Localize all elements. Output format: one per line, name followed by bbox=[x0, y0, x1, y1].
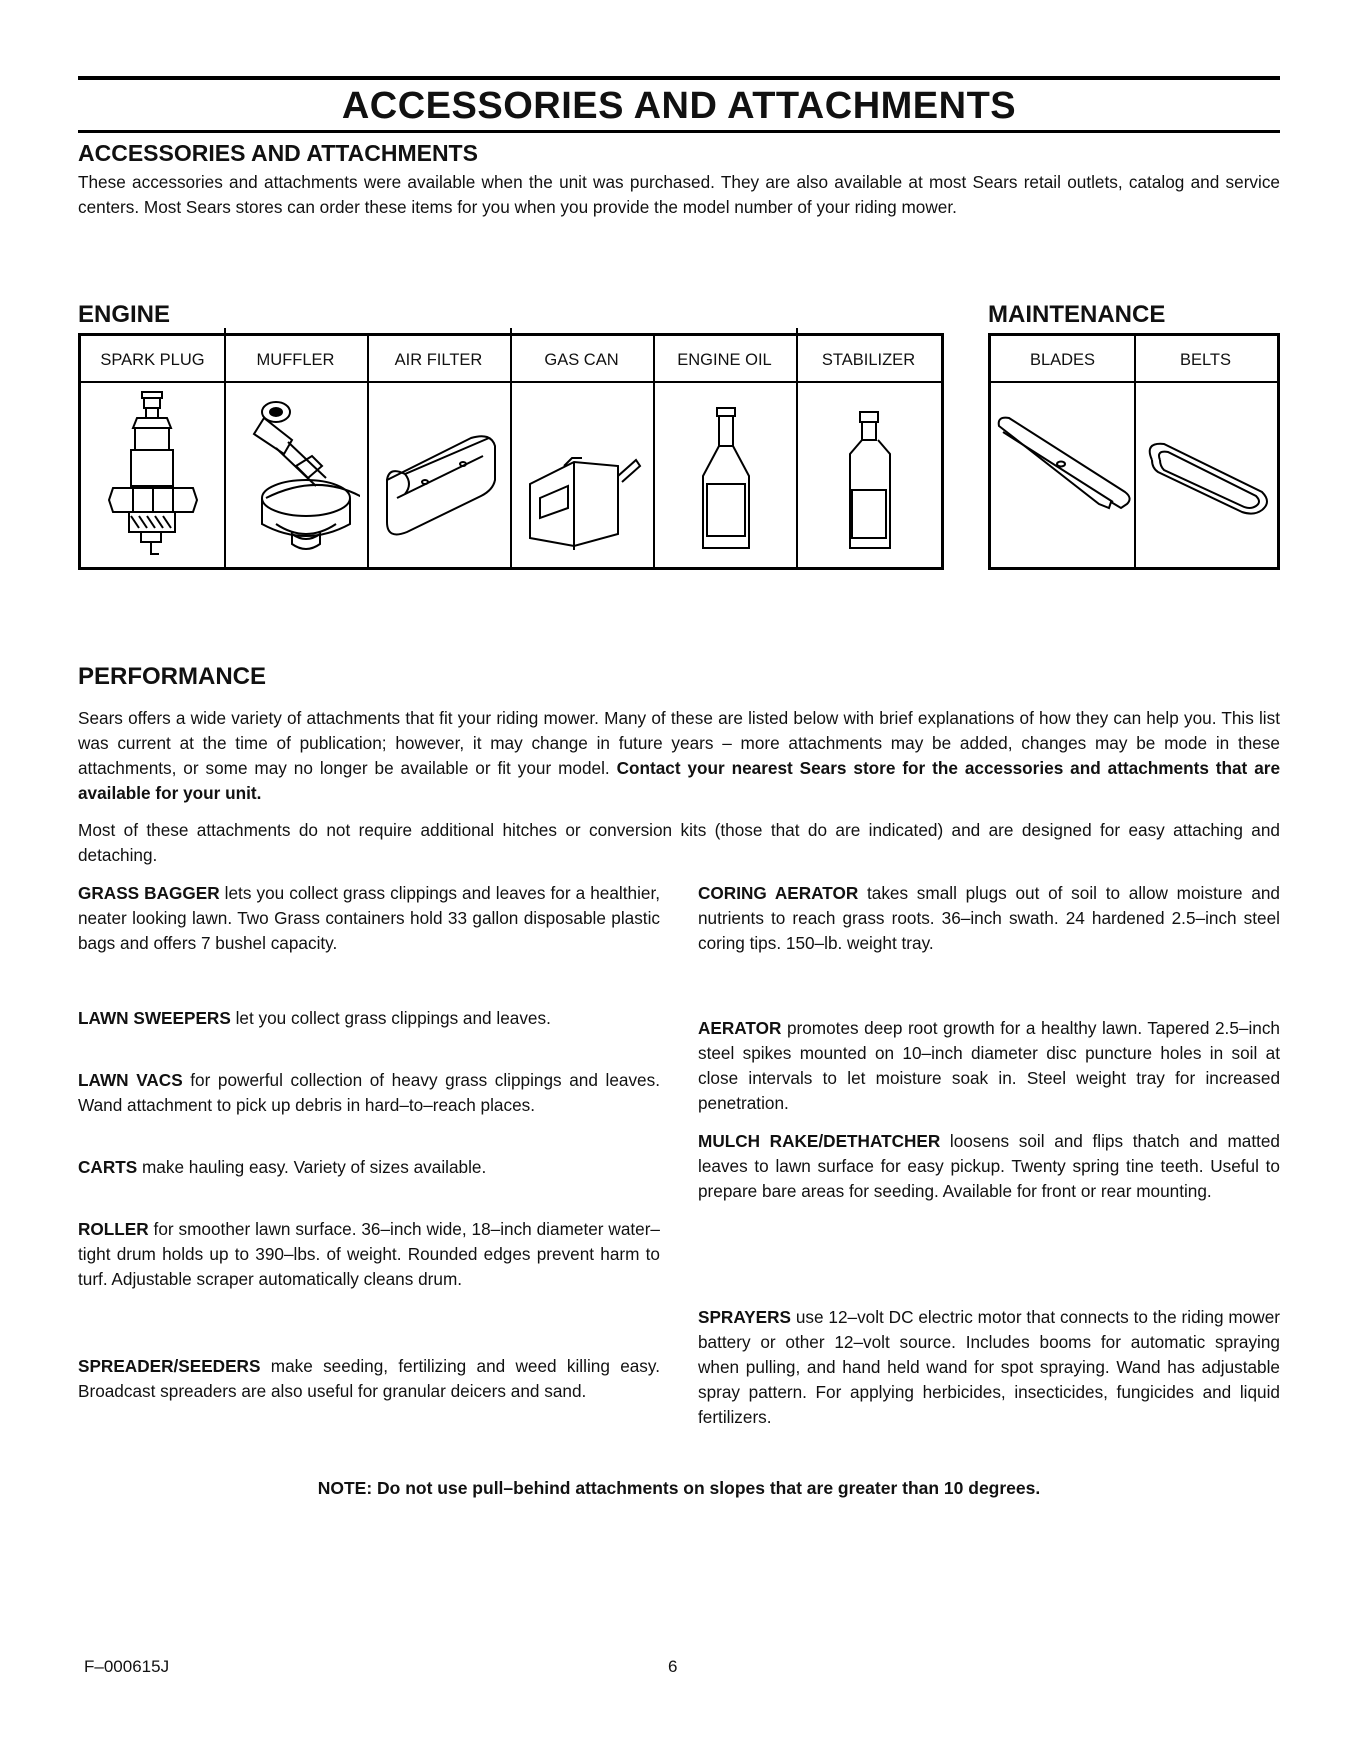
attachment-text: use 12–volt DC electric motor that connects to the riding mower battery or other 12–volt source. Includes booms for automatic spraying when pulling, and hand held wand for spot spraying. Wand has adjustable spray pattern. For applying herbicides, insecticides, fungicides and liquid fertilizers. bbox=[698, 1307, 1280, 1427]
section-heading: ACCESSORIES AND ATTACHMENTS bbox=[78, 140, 478, 166]
attachment-name: LAWN SWEEPERS bbox=[78, 1008, 231, 1028]
engine-item-label: STABILIZER bbox=[821, 351, 916, 369]
attachment-name: CARTS bbox=[78, 1157, 138, 1177]
attachment-text: lets you collect grass clippings and leaves for a healthier, neater looking lawn. Two Grass containers hold 33 gallon disposable plastic bags and offers 7 bushel capacity. bbox=[78, 883, 660, 953]
attachment-name: CORING AERATOR bbox=[698, 883, 859, 903]
engine-item-label: GAS CAN bbox=[544, 351, 619, 369]
blade-icon bbox=[995, 392, 1131, 552]
maintenance-item-label: BELTS bbox=[1179, 351, 1232, 369]
document-code: F–000615J bbox=[84, 1657, 170, 1676]
maintenance-item-label: BLADES bbox=[1029, 351, 1096, 369]
performance-heading: PERFORMANCE bbox=[78, 663, 267, 690]
attachment-description bbox=[698, 1305, 1280, 1430]
oil-bottle-icon bbox=[665, 388, 785, 566]
muffler-icon bbox=[236, 388, 360, 566]
attachment-description bbox=[78, 881, 660, 956]
attachment-name: GRASS BAGGER bbox=[78, 883, 220, 903]
attachment-description bbox=[78, 1155, 660, 1180]
performance-paragraph-text: Sears offers a wide variety of attachments that fit your riding mower. Many of these are listed below with brief explanations of how they can help you. This list was current at the time of publication; however, it may change in future years – more attachments may be added, changes may be mode in these attachments, or some may no longer be available or fit your model. bbox=[78, 708, 1280, 778]
attachment-description bbox=[698, 1016, 1280, 1116]
page-title: ACCESSORIES AND ATTACHMENTS bbox=[341, 85, 1017, 127]
page-number: 6 bbox=[668, 1657, 678, 1676]
engine-item-label: AIR FILTER bbox=[394, 351, 483, 369]
attachment-name: AERATOR bbox=[698, 1018, 782, 1038]
safety-note: NOTE: Do not use pull–behind attachments on slopes that are greater than 10 degrees. bbox=[317, 1478, 1041, 1498]
engine-column-divider bbox=[367, 336, 369, 567]
performance-paragraph-2: Most of these attachments do not require additional hitches or conversion kits (those that do are indicated) and are designed for easy attaching and detaching. bbox=[78, 820, 1280, 865]
engine-column-divider bbox=[653, 336, 655, 567]
attachment-description bbox=[698, 881, 1280, 956]
maintenance-heading: MAINTENANCE bbox=[988, 301, 1166, 328]
attachment-name: MULCH RAKE/DETHATCHER bbox=[698, 1131, 941, 1151]
title-rule bbox=[78, 130, 1280, 133]
belt-icon bbox=[1138, 392, 1278, 552]
maintenance-parts-grid bbox=[988, 333, 1280, 570]
attachment-text: for smoother lawn surface. 36–inch wide, 18–inch diameter water–tight drum holds up to 390–lbs. of weight. Rounded edges prevent harm to turf. Adjustable scraper automatically cleans drum. bbox=[78, 1219, 660, 1289]
engine-item-label: SPARK PLUG bbox=[100, 351, 205, 369]
gas-can-icon bbox=[520, 388, 646, 566]
attachment-text: let you collect grass clippings and leaves. bbox=[230, 1008, 551, 1028]
attachment-text: promotes deep root growth for a healthy lawn. Tapered 2.5–inch steel spikes mounted on 10–inch diameter disc puncture holes in soil at close intervals to let moisture soak in. Steel weight tray for increased penetration. bbox=[698, 1018, 1280, 1113]
attachment-name: SPREADER/SEEDERS bbox=[78, 1356, 261, 1376]
attachment-name: ROLLER bbox=[78, 1219, 149, 1239]
attachment-description bbox=[78, 1068, 660, 1118]
intro-paragraph: These accessories and attachments were available when the unit was purchased. They are also available at most Sears retail outlets, catalog and service centers. Most Sears stores can order these items for you when you provide the model number of your riding mower. bbox=[78, 172, 1280, 217]
attachment-text: loosens soil and flips thatch and matted leaves to lawn surface for easy pickup. Twenty spring tine teeth. Useful to prepare bare areas for seeding. Available for front or rear mounting. bbox=[698, 1131, 1280, 1201]
engine-item-label: ENGINE OIL bbox=[677, 351, 772, 369]
spark-plug-icon bbox=[93, 388, 213, 566]
performance-paragraph bbox=[78, 706, 1280, 806]
engine-item-label: MUFFLER bbox=[256, 351, 335, 369]
attachment-text: make hauling easy. Variety of sizes available. bbox=[137, 1157, 487, 1177]
attachment-name: SPRAYERS bbox=[698, 1307, 791, 1327]
air-filter-icon bbox=[377, 388, 503, 566]
attachment-name: LAWN VACS bbox=[78, 1070, 183, 1090]
attachment-text: for powerful collection of heavy grass clippings and leaves. Wand attachment to pick up debris in hard–to–reach places. bbox=[78, 1070, 660, 1115]
attachment-description bbox=[78, 1354, 660, 1404]
attachment-text: make seeding, fertilizing and weed killing easy. Broadcast spreaders are also useful for granular deicers and sand. bbox=[78, 1356, 660, 1401]
maintenance-column-divider bbox=[1134, 336, 1136, 567]
engine-heading: ENGINE bbox=[78, 301, 171, 328]
stabilizer-bottle-icon bbox=[808, 388, 930, 566]
engine-parts-grid bbox=[78, 333, 944, 570]
performance-paragraph-emphasis: Contact your nearest Sears store for the accessories and attachments that are available for your unit. bbox=[78, 758, 1280, 803]
attachment-text: takes small plugs out of soil to allow moisture and nutrients to reach grass roots. 36–inch swath. 24 hardened 2.5–inch steel coring tips. 150–lb. weight tray. bbox=[698, 883, 1280, 953]
attachment-description bbox=[78, 1217, 660, 1292]
attachment-description bbox=[698, 1129, 1280, 1204]
top-rule bbox=[78, 76, 1280, 80]
attachment-description bbox=[78, 1006, 660, 1031]
